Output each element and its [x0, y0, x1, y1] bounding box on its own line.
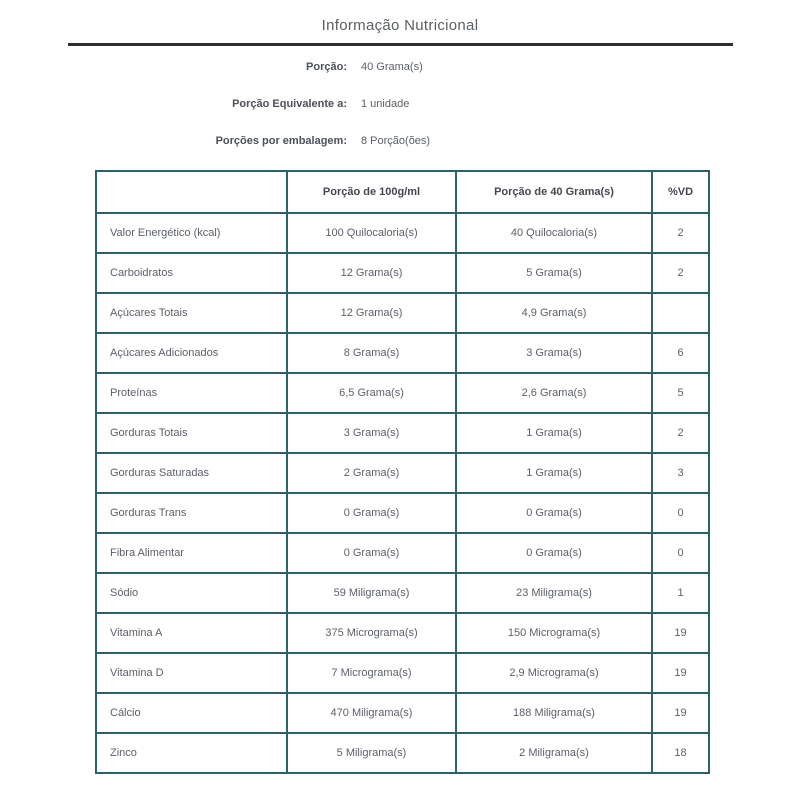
vd-value-cell: 2 — [652, 413, 709, 453]
per-portion-value-cell: 1 Grama(s) — [456, 453, 652, 493]
vd-value-cell: 3 — [652, 453, 709, 493]
per-portion-value-cell: 1 Grama(s) — [456, 413, 652, 453]
nutrient-name-cell: Vitamina D — [96, 653, 287, 693]
nutrient-name-cell: Sódio — [96, 573, 287, 613]
per-100-value-cell: 375 Micrograma(s) — [287, 613, 456, 653]
nutrition-table — [95, 170, 710, 774]
per-100-value-cell: 5 Miligrama(s) — [287, 733, 456, 773]
vd-value-cell — [652, 293, 709, 333]
per-100-value-cell: 12 Grama(s) — [287, 253, 456, 293]
table-row — [96, 293, 709, 333]
vd-value-cell: 5 — [652, 373, 709, 413]
per-100-value-cell: 7 Micrograma(s) — [287, 653, 456, 693]
vd-value-cell: 0 — [652, 533, 709, 573]
nutrient-name-cell: Fibra Alimentar — [96, 533, 287, 573]
table-row — [96, 533, 709, 573]
table-row — [96, 613, 709, 653]
portions-per-package-label: Porções por embalagem: — [215, 135, 347, 147]
nutrient-name-cell: Valor Energético (kcal) — [96, 213, 287, 253]
nutrition-table-body — [96, 213, 709, 773]
portion-equivalent-value: 1 unidade — [361, 98, 410, 110]
per-100-value-cell: 8 Grama(s) — [287, 333, 456, 373]
vd-value-cell: 18 — [652, 733, 709, 773]
nutrient-name-cell: Açúcares Totais — [96, 293, 287, 333]
per-100-value-cell: 470 Miligrama(s) — [287, 693, 456, 733]
per-portion-value-cell: 40 Quilocaloria(s) — [456, 213, 652, 253]
portions-per-package-row — [0, 133, 800, 149]
vd-value-cell: 19 — [652, 613, 709, 653]
table-row — [96, 253, 709, 293]
per-portion-value-cell: 3 Grama(s) — [456, 333, 652, 373]
per-100-value-cell: 6,5 Grama(s) — [287, 373, 456, 413]
table-row — [96, 493, 709, 533]
per-100-value-cell: 100 Quilocaloria(s) — [287, 213, 456, 253]
nutrient-name-cell: Cálcio — [96, 693, 287, 733]
per-portion-value-cell: 4,9 Grama(s) — [456, 293, 652, 333]
vd-value-cell: 6 — [652, 333, 709, 373]
nutrient-name-cell: Vitamina A — [96, 613, 287, 653]
nutrient-name-cell: Gorduras Trans — [96, 493, 287, 533]
per-portion-value-cell: 150 Micrograma(s) — [456, 613, 652, 653]
per-100-value-cell: 2 Grama(s) — [287, 453, 456, 493]
per-portion-value-cell: 188 Miligrama(s) — [456, 693, 652, 733]
vd-value-cell: 0 — [652, 493, 709, 533]
vd-value-cell: 19 — [652, 653, 709, 693]
table-row — [96, 213, 709, 253]
vd-value-cell: 2 — [652, 213, 709, 253]
title-divider — [68, 43, 733, 46]
per-100-column-header: Porção de 100g/ml — [287, 171, 456, 213]
per-portion-value-cell: 2,9 Micrograma(s) — [456, 653, 652, 693]
per-100-value-cell: 0 Grama(s) — [287, 493, 456, 533]
table-row — [96, 333, 709, 373]
nutrient-name-cell: Zinco — [96, 733, 287, 773]
vd-value-cell: 2 — [652, 253, 709, 293]
portion-value: 40 Grama(s) — [361, 61, 423, 73]
per-portion-column-header: Porção de 40 Grama(s) — [456, 171, 652, 213]
portion-info-section — [0, 59, 800, 149]
portion-label: Porção: — [306, 61, 347, 73]
table-row — [96, 693, 709, 733]
portion-row — [0, 59, 800, 75]
page-title: Informação Nutricional — [321, 17, 479, 34]
vd-column-header: %VD — [652, 171, 709, 213]
nutrient-column-header — [96, 171, 287, 213]
table-row — [96, 733, 709, 773]
vd-value-cell: 19 — [652, 693, 709, 733]
table-row — [96, 413, 709, 453]
portions-per-package-value: 8 Porção(ões) — [361, 135, 431, 147]
per-portion-value-cell: 5 Grama(s) — [456, 253, 652, 293]
per-portion-value-cell: 0 Grama(s) — [456, 533, 652, 573]
nutrient-name-cell: Açúcares Adicionados — [96, 333, 287, 373]
vd-value-cell: 1 — [652, 573, 709, 613]
nutrient-name-cell: Carboidratos — [96, 253, 287, 293]
table-row — [96, 573, 709, 613]
per-100-value-cell: 59 Miligrama(s) — [287, 573, 456, 613]
table-row — [96, 453, 709, 493]
header-row — [96, 171, 709, 213]
per-portion-value-cell: 2 Miligrama(s) — [456, 733, 652, 773]
nutrition-table-header — [96, 171, 709, 213]
nutrient-name-cell: Gorduras Totais — [96, 413, 287, 453]
nutrient-name-cell: Gorduras Saturadas — [96, 453, 287, 493]
portion-equivalent-row — [0, 96, 800, 112]
per-100-value-cell: 3 Grama(s) — [287, 413, 456, 453]
per-portion-value-cell: 23 Miligrama(s) — [456, 573, 652, 613]
table-row — [96, 653, 709, 693]
nutrient-name-cell: Proteínas — [96, 373, 287, 413]
table-row — [96, 373, 709, 413]
per-100-value-cell: 12 Grama(s) — [287, 293, 456, 333]
portion-equivalent-label: Porção Equivalente a: — [232, 98, 347, 110]
per-portion-value-cell: 0 Grama(s) — [456, 493, 652, 533]
per-100-value-cell: 0 Grama(s) — [287, 533, 456, 573]
per-portion-value-cell: 2,6 Grama(s) — [456, 373, 652, 413]
